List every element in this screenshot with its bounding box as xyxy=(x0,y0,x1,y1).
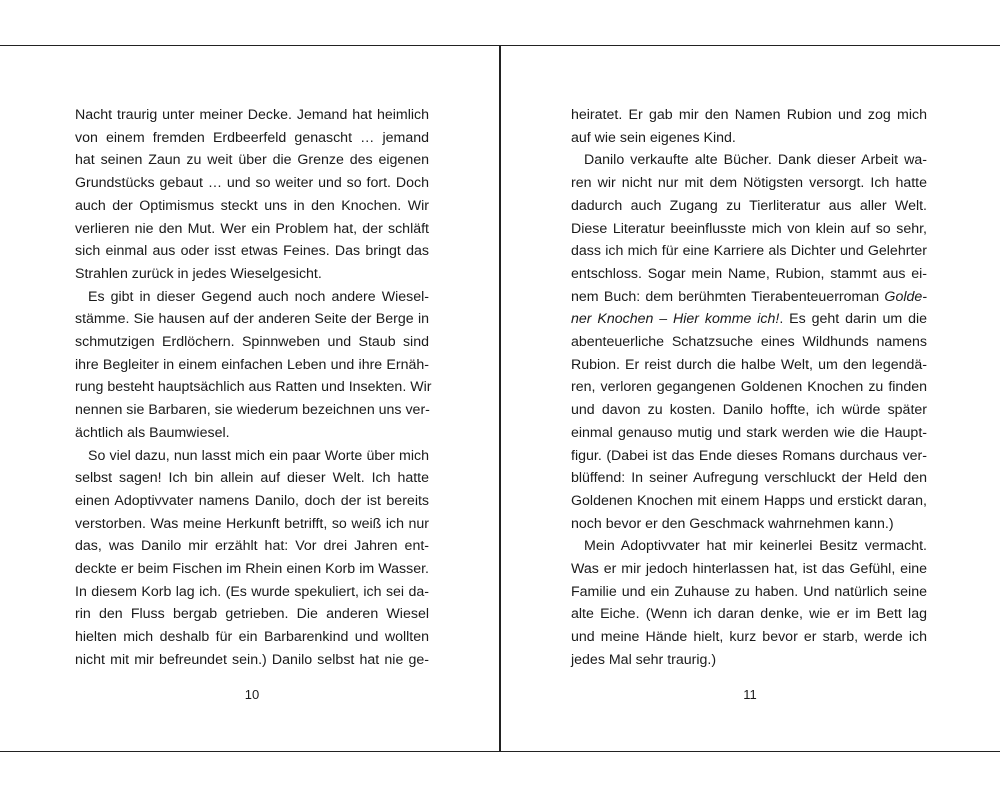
text-line: selbst sagen! Ich bin allein auf dieser Welt. Ich hatte xyxy=(75,470,429,487)
text-line: Nacht traurig unter meiner Decke. Jemand hat heimlich xyxy=(75,107,429,123)
text-line: blüffend: In seiner Aufregung verschluckt der Held den xyxy=(571,470,927,487)
text-line: jedes Mal sehr traurig.) xyxy=(571,651,717,668)
right-page-text xyxy=(571,104,927,672)
text-line: und meine Hände hielt, kurz bevor er starb, werde ich xyxy=(571,629,927,646)
text-line: nicht mit mir befreundet sein.) Danilo selbst hat nie ge- xyxy=(75,651,429,668)
right-page xyxy=(501,46,1000,751)
text-line: Was er mir jedoch hinterlassen hat, ist das Gefühl, eine xyxy=(571,561,927,578)
text-line: ren wir nicht nur mit dem Nötigsten versorgt. Ich hatte xyxy=(571,175,927,192)
text-line xyxy=(571,308,927,331)
text-line: einmal genauso mutig und stark werden wie die Haupt- xyxy=(571,424,927,441)
left-page xyxy=(0,46,500,751)
text-line: heiratet. Er gab mir den Namen Rubion und zog mich xyxy=(571,107,927,123)
text-line: auch der Optimismus steckt uns in den Knochen. Wir xyxy=(75,197,429,214)
text-line: von einem fremden Erdbeerfeld genascht … jemand xyxy=(75,129,429,146)
text-line: Rubion. Er reist durch die halbe Welt, um den legendä- xyxy=(571,356,927,373)
text-line: und davon zu kosten. Danilo hoffte, ich würde später xyxy=(571,402,927,419)
text-line: nennen sie Barbaren, sie wiederum bezeichnen uns ver- xyxy=(75,402,430,419)
text-line: So viel dazu, nun lasst mich ein paar Worte über mich xyxy=(88,447,429,464)
text-line: abenteuerliche Schatzsuche eines Wildhunds namens xyxy=(571,334,927,351)
text-line: auf wie sein eigenes Kind. xyxy=(571,129,736,146)
text-line: ächtlich als Baumwiesel. xyxy=(75,424,230,441)
text-line: dass ich mich für eine Karriere als Dichter und Gelehrter xyxy=(571,243,927,260)
text-line: ihre Begleiter in einem einfachen Leben und ihre Ernäh- xyxy=(75,356,429,373)
text-line: das, was Danilo mir erzählt hat: Vor drei Jahren ent- xyxy=(75,538,429,555)
text-line: ren, verloren gegangenen Goldenen Knochen zu finden xyxy=(571,379,927,396)
book-title-italic: ner Knochen – Hier komme ich! xyxy=(571,311,780,328)
text-line: rung besteht hauptsächlich aus Ratten und Insekten. Wir xyxy=(75,379,432,396)
text-line: stämme. Sie hausen auf der anderen Seite der Berge in xyxy=(75,311,429,328)
text-line: deckte er beim Fischen im Rhein einen Korb im Wasser. xyxy=(75,561,429,578)
text-line: dadurch auch Zugang zu Tierliteratur aus aller Welt. xyxy=(571,197,927,214)
text-line: verlieren nie den Mut. Wer ein Problem hat, der schläft xyxy=(75,220,429,237)
text-line: schmutzigen Erdlöchern. Spinnweben und Staub sind xyxy=(75,334,429,351)
text-line: Mein Adoptivvater hat mir keinerlei Besitz vermacht. xyxy=(584,538,927,555)
book-title-italic: Golde- xyxy=(884,288,927,305)
text-line: Grundstücks gebaut … und so weiter und so fort. Doch xyxy=(75,175,429,192)
text-line: Danilo verkaufte alte Bücher. Dank dieser Arbeit wa- xyxy=(584,152,927,169)
text-line: In diesem Korb lag ich. (Es wurde spekuliert, ich sei da- xyxy=(75,583,429,600)
text-line: Diese Literatur beeinflusste mich von klein auf so sehr, xyxy=(571,220,927,237)
page-number-left: 10 xyxy=(244,687,260,702)
book-spread xyxy=(0,45,1000,752)
text-line xyxy=(571,286,927,309)
text-line: rin den Fluss bergab getrieben. Die anderen Wiesel xyxy=(75,606,429,623)
text-line: entschloss. Sogar mein Name, Rubion, stammt aus ei- xyxy=(571,265,927,282)
text-line: Familie und ein Zuhause zu haben. Und natürlich seine xyxy=(571,583,927,600)
text-line: hat seinen Zaun zu weit über die Grenze des eigenen xyxy=(75,152,429,169)
text-line: einen Adoptivvater namens Danilo, doch der ist bereits xyxy=(75,492,429,509)
text-line: hielten mich deshalb für ein Barbarenkind und wollten xyxy=(75,629,429,646)
text-line: verstorben. Was meine Herkunft betrifft, so weiß ich nur xyxy=(75,515,429,532)
text-line: Goldenen Knochen mit einem Happs und erstickt daran, xyxy=(571,492,927,509)
page-number-right: 11 xyxy=(743,687,757,702)
text-line: Strahlen zurück in jedes Wieselgesicht. xyxy=(75,265,322,282)
text-segment: . Es geht darin um die xyxy=(779,311,928,328)
left-page-text xyxy=(75,104,432,672)
text-segment: nem Buch: dem berühmten Tierabenteuerroman xyxy=(571,288,885,305)
text-line: figur. (Dabei ist das Ende dieses Romans durchaus ver- xyxy=(571,447,927,464)
text-line: Es gibt in dieser Gegend auch noch andere Wiesel- xyxy=(88,288,429,305)
text-line: noch bevor er den Geschmack wahrnehmen kann.) xyxy=(571,515,894,532)
text-line: alte Eiche. (Wenn ich daran denke, wie er im Bett lag xyxy=(571,606,927,623)
text-line: sich einmal aus oder isst etwas Feines. Das bringt das xyxy=(75,243,429,260)
